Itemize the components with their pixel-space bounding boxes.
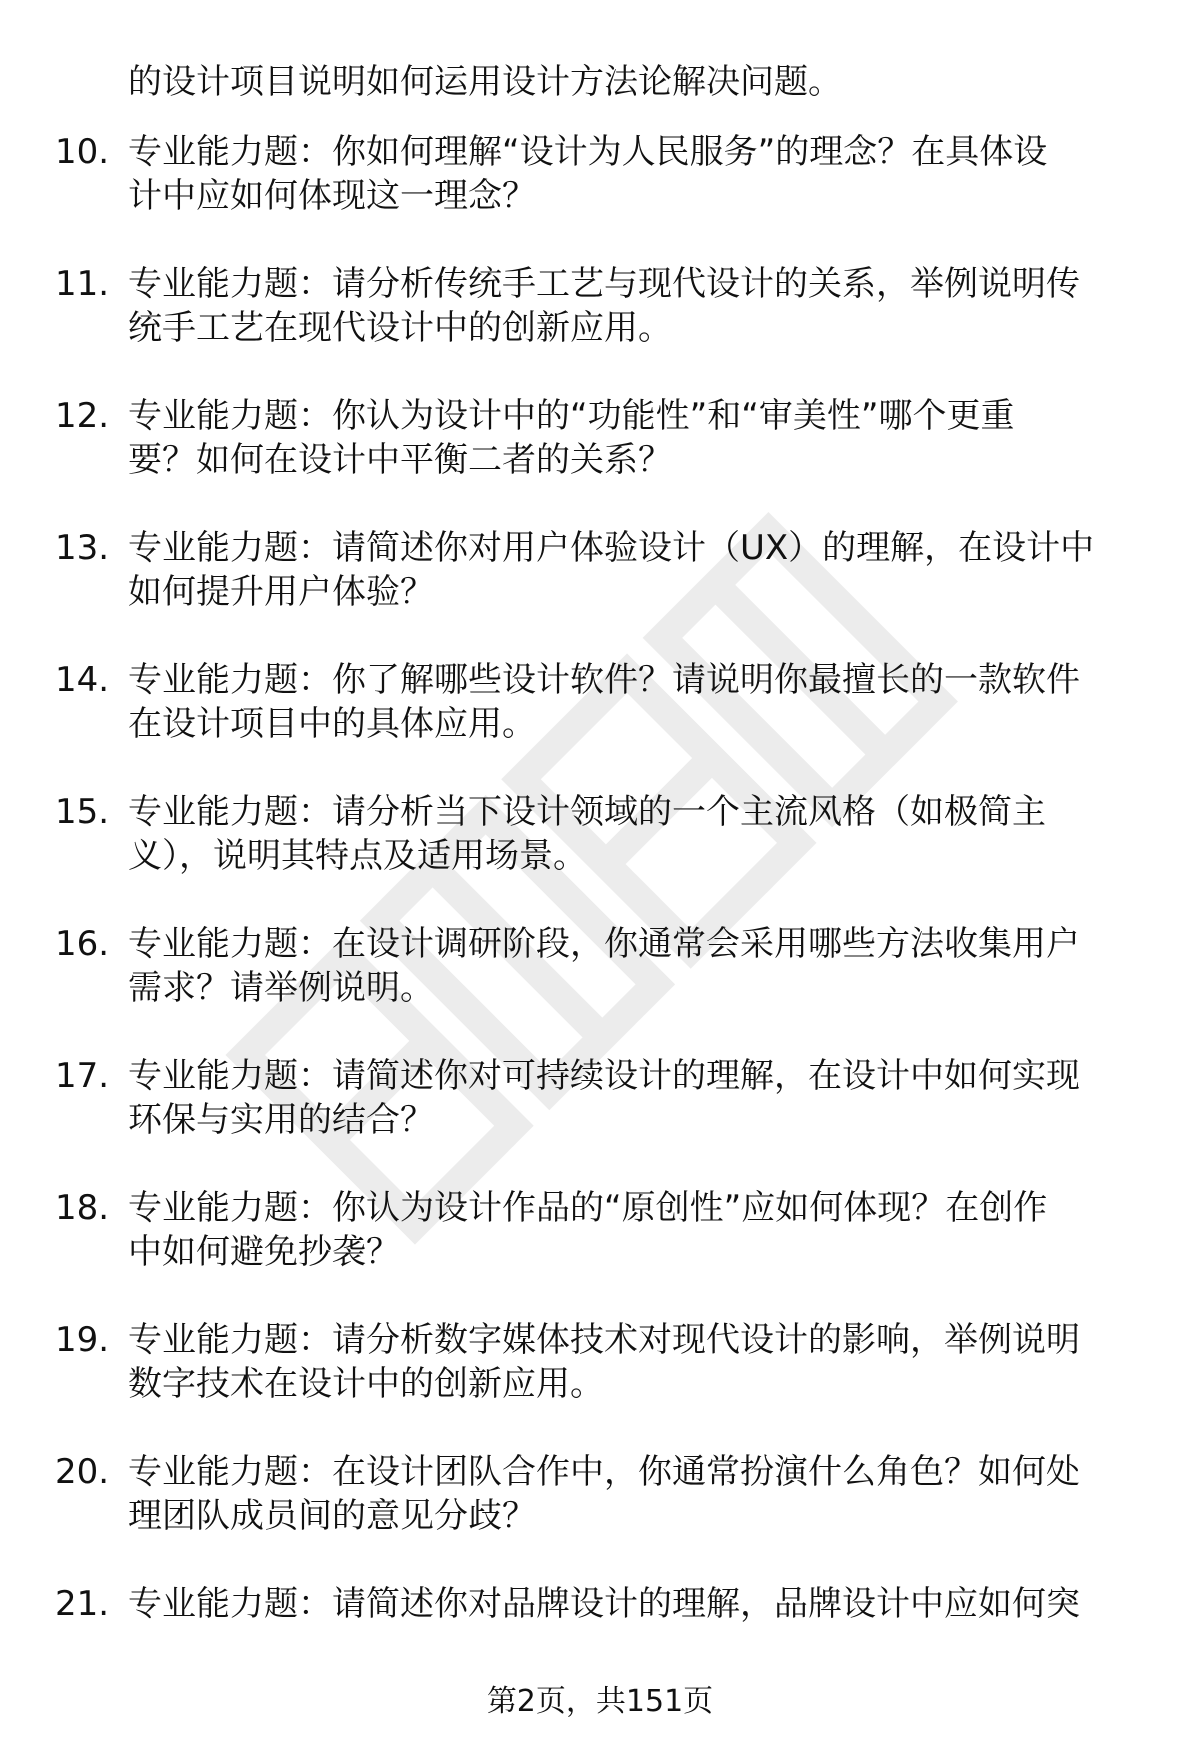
list-item — [0, 130, 1200, 230]
item-number: 11. — [55, 264, 110, 304]
item-text-line-2: 中如何避免抄袭？ — [128, 1232, 400, 1272]
item-text-line-1: 专业能力题：请分析当下设计领域的一个主流风格（如极简主 — [128, 792, 1046, 832]
list-item — [0, 1450, 1200, 1550]
item-text-line-1: 专业能力题：在设计团队合作中，你通常扮演什么角色？如何处 — [128, 1452, 1080, 1492]
list-item — [0, 262, 1200, 362]
item-text-line-1: 专业能力题：你如何理解“设计为人民服务”的理念？在具体设 — [128, 132, 1048, 172]
item-text-line-1: 专业能力题：请分析传统手工艺与现代设计的关系，举例说明传 — [128, 264, 1080, 304]
item-text-line-1: 专业能力题：在设计调研阶段，你通常会采用哪些方法收集用户 — [128, 924, 1080, 964]
item-number: 14. — [55, 660, 110, 700]
item-number: 10. — [55, 132, 110, 172]
list-item — [0, 658, 1200, 758]
item-text-line-2: 在设计项目中的具体应用。 — [128, 704, 536, 744]
item-number: 13. — [55, 528, 110, 568]
item-number: 17. — [55, 1056, 110, 1096]
list-item — [0, 922, 1200, 1022]
list-item — [0, 394, 1200, 494]
item-text-line-2: 统手工艺在现代设计中的创新应用。 — [128, 308, 672, 348]
item-text-line-1: 专业能力题：你认为设计作品的“原创性”应如何体现？在创作 — [128, 1188, 1048, 1228]
list-item — [0, 1186, 1200, 1286]
item-text-line-1: 专业能力题：你认为设计中的“功能性”和“审美性”哪个更重 — [128, 396, 1015, 436]
item-text-line-2: 义），说明其特点及适用场景。 — [128, 836, 587, 876]
item-text-line-2: 要？如何在设计中平衡二者的关系？ — [128, 440, 672, 480]
list-item — [0, 1054, 1200, 1154]
continuation-line: 的设计项目说明如何运用设计方法论解决问题。 — [128, 62, 842, 102]
item-text-line-1: 专业能力题：请简述你对用户体验设计（UX）的理解，在设计中 — [128, 528, 1095, 568]
item-text-line-1: 专业能力题：请分析数字媒体技术对现代设计的影响，举例说明 — [128, 1320, 1080, 1360]
item-text-line-1: 专业能力题：你了解哪些设计软件？请说明你最擅长的一款软件 — [128, 660, 1080, 700]
item-number: 12. — [55, 396, 110, 436]
item-number: 16. — [55, 924, 110, 964]
item-text-line-2: 如何提升用户体验？ — [128, 572, 434, 612]
item-number: 18. — [55, 1188, 110, 1228]
list-item — [0, 1318, 1200, 1418]
item-number: 20. — [55, 1452, 110, 1492]
item-text-line-2: 计中应如何体现这一理念？ — [128, 176, 536, 216]
list-item — [0, 1582, 1200, 1682]
item-text-line-2: 需求？请举例说明。 — [128, 968, 434, 1008]
item-text-line-1: 专业能力题：请简述你对可持续设计的理解，在设计中如何实现 — [128, 1056, 1080, 1096]
list-item — [0, 790, 1200, 890]
item-text-line-1: 专业能力题：请简述你对品牌设计的理解，品牌设计中应如何突 — [128, 1584, 1080, 1624]
item-text-line-2: 环保与实用的结合？ — [128, 1100, 434, 1140]
item-text-line-2: 理团队成员间的意见分歧？ — [128, 1496, 536, 1536]
item-number: 19. — [55, 1320, 110, 1360]
item-text-line-2: 数字技术在设计中的创新应用。 — [128, 1364, 604, 1404]
list-item — [0, 526, 1200, 626]
item-number: 15. — [55, 792, 110, 832]
page-footer: 第2页，共151页 — [486, 1684, 714, 1719]
item-number: 21. — [55, 1584, 110, 1624]
